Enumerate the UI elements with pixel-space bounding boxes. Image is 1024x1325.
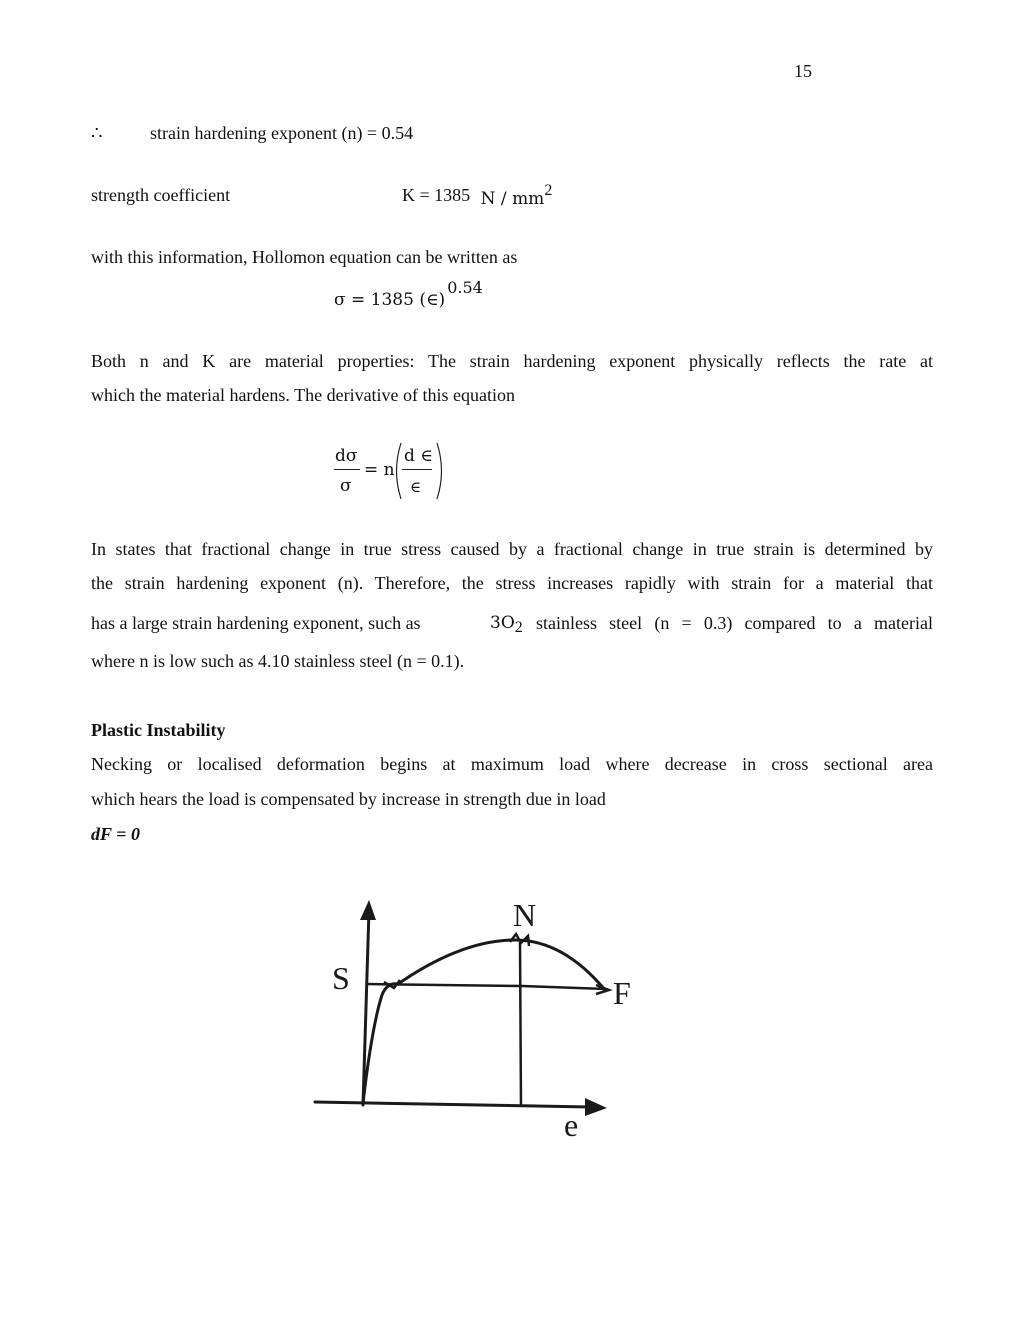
stress-strain-sketch bbox=[300, 890, 640, 1150]
label-e: e bbox=[564, 1107, 579, 1143]
paragraph2-line3-a: has a large strain hardening exponent, such as bbox=[91, 613, 421, 633]
chemical-formula bbox=[490, 612, 523, 636]
hollomon-equation-exponent: 0.54 bbox=[447, 278, 483, 297]
df-condition: dF = 0 bbox=[91, 824, 140, 844]
label-s: S bbox=[332, 960, 350, 996]
x-axis bbox=[315, 1102, 590, 1107]
k-unit: N / mm bbox=[480, 189, 545, 209]
paragraph2-line1: In states that fractional change in true stress caused by a fractional change in true strain is determined by bbox=[91, 539, 933, 559]
strain-hardening-exponent-line: strain hardening exponent (n) = 0.54 bbox=[150, 123, 414, 143]
elastic-region-curve bbox=[363, 984, 398, 1103]
strength-coefficient-value bbox=[402, 184, 552, 208]
therefore-symbol: ∴ bbox=[91, 123, 103, 143]
hollomon-equation-lhs: σ = 1385 (∈) bbox=[334, 290, 446, 310]
paragraph1-line2: which the material hardens. The derivative of this equation bbox=[91, 385, 516, 405]
x-axis-arrowhead bbox=[585, 1098, 607, 1116]
y-axis-arrowhead bbox=[360, 900, 376, 920]
section-heading: Plastic Instability bbox=[91, 720, 226, 740]
paragraph2-line3-b: stainless steel (n = 0.3) compared to a material bbox=[536, 613, 933, 633]
k-value: K = 1385 bbox=[402, 185, 471, 205]
eq2-fraction-bar-right bbox=[402, 469, 432, 470]
chemical-formula-subscript: 2 bbox=[514, 619, 523, 636]
paragraph2-line2: the strain hardening exponent (n). Therefore, the stress increases rapidly with strain for a material that bbox=[91, 573, 933, 593]
label-f: F bbox=[613, 975, 631, 1011]
section-line1: Necking or localised deformation begins at maximum load where decrease in cross sectional area bbox=[91, 754, 933, 774]
plastic-region-curve bbox=[398, 940, 605, 990]
yield-level-line bbox=[366, 984, 606, 989]
eq2-equals-n: = n bbox=[364, 460, 395, 480]
eq2-denominator-right: ∈ bbox=[410, 478, 422, 496]
eq2-denominator-left: σ bbox=[340, 476, 352, 496]
eq2-numerator-right: d ∈ bbox=[404, 446, 433, 466]
left-paren bbox=[397, 443, 402, 499]
strength-coefficient-label: strength coefficient bbox=[91, 185, 231, 205]
eq2-numerator-left: dσ bbox=[335, 446, 358, 466]
label-n: N bbox=[513, 897, 537, 933]
section-line2: which hears the load is compensated by increase in strength due in load bbox=[91, 789, 606, 809]
page-number: 15 bbox=[794, 61, 812, 81]
max-load-vertical-line bbox=[520, 942, 521, 1107]
hollomon-equation bbox=[334, 278, 483, 310]
paragraph2-line4: where n is low such as 4.10 stainless steel (n = 0.1). bbox=[91, 651, 465, 671]
hollomon-intro: with this information, Hollomon equation can be written as bbox=[91, 247, 518, 267]
eq2-fraction-bar-left bbox=[334, 469, 360, 470]
chemical-formula-base: 3O bbox=[490, 613, 515, 633]
k-unit-exponent: 2 bbox=[544, 182, 553, 199]
paragraph1-line1: Both n and K are material properties: The strain hardening exponent physically reflects the rate at bbox=[91, 351, 933, 371]
right-paren bbox=[437, 443, 442, 499]
